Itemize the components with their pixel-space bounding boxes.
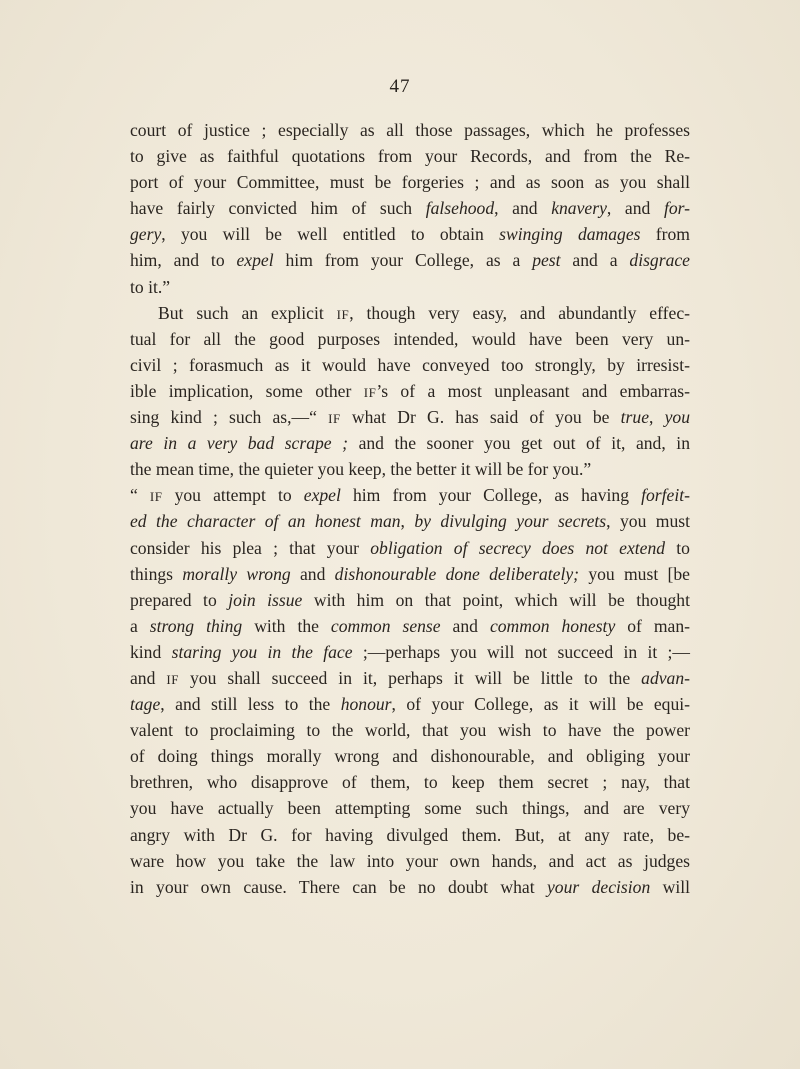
text-run: angry with Dr G. for having divulged them. But, at any rate, be-: [130, 824, 690, 845]
italic-text: staring you in the face: [171, 641, 353, 662]
text-line: [130, 404, 690, 430]
italic-text: dishonourable done deliberately;: [334, 563, 580, 584]
italic-text: are in a very bad scrape ;: [130, 433, 349, 454]
text-line: [130, 169, 690, 195]
text-line: [130, 587, 690, 613]
text-run: , though very easy, and abundantly effec-: [349, 302, 690, 323]
text-run: “: [130, 485, 150, 506]
text-run: you attempt to: [162, 485, 304, 506]
text-run: to it.”: [130, 276, 171, 297]
text-run: things: [130, 563, 183, 584]
text-line: [130, 691, 690, 717]
text-run: to: [665, 537, 690, 558]
italic-text: ed the character of an honest man: [130, 511, 401, 532]
text-line: [130, 743, 690, 769]
text-run: , and: [606, 198, 664, 219]
text-line: [130, 639, 690, 665]
italic-text: advan-: [641, 667, 690, 688]
text-run: the mean time, the quieter you keep, the better it will be for you.”: [130, 459, 592, 480]
italic-text: true: [620, 407, 649, 428]
italic-text: knavery: [551, 198, 607, 219]
italic-text: obligation of secrecy does not extend: [370, 537, 666, 558]
text-run: ’s of a most unpleasant and embarras-: [376, 380, 691, 401]
text-line: [130, 117, 690, 143]
italic-text: common sense: [330, 615, 441, 636]
italic-text: pest: [532, 250, 561, 271]
italic-text: by divulging your secrets: [414, 511, 607, 532]
text-run: you shall succeed in it, perhaps it will be little to the: [178, 667, 642, 688]
text-run: ware how you take the law into your own hands, and act as judges: [130, 850, 690, 871]
text-run: sing kind ; such as,—“: [130, 407, 329, 428]
small-caps-text: IF: [328, 411, 341, 427]
text-run: what Dr G. has said of you be: [340, 407, 621, 428]
italic-text: for-: [663, 198, 690, 219]
text-run: have fairly convicted him of such: [130, 198, 426, 219]
text-run: ible implication, some other: [130, 380, 364, 401]
italic-text: morally wrong: [182, 563, 291, 584]
text-run: and the sooner you get out of it, and, in: [348, 433, 690, 454]
text-run: with him on that point, which will be thought: [302, 589, 690, 610]
italic-text: strong thing: [149, 615, 243, 636]
small-caps-text: IF: [363, 384, 377, 400]
text-run: consider his plea ; that your: [130, 537, 371, 558]
text-run: to give as faithful quotations from your Records, and from the Re-: [130, 146, 690, 167]
text-line: [130, 769, 690, 795]
text-run: with the: [242, 615, 331, 636]
text-run: kind: [130, 641, 172, 662]
text-run: port of your Committee, must be forgeries ; and as soon as you shall: [130, 172, 690, 193]
text-line: [130, 665, 690, 691]
italic-text: join issue: [228, 589, 303, 610]
text-line: [130, 378, 690, 404]
text-run: from: [640, 224, 690, 245]
text-run: civil ; forasmuch as it would have conveyed too strongly, by irresist-: [130, 354, 690, 375]
text-line: [130, 848, 690, 874]
small-caps-text: IF: [166, 671, 179, 687]
text-run: , you will be well entitled to obtain: [161, 224, 500, 245]
italic-text: tage: [130, 694, 161, 715]
italic-text: honour: [340, 694, 392, 715]
text-run: will: [650, 876, 691, 897]
small-caps-text: IF: [336, 306, 350, 322]
text-line: [130, 456, 690, 482]
text-run: brethren, who disapprove of them, to keep them secret ; nay, that: [130, 772, 690, 793]
text-line: [130, 874, 690, 900]
italic-text: forfeit-: [641, 485, 690, 506]
text-run: you must [be: [579, 563, 690, 584]
page-number: 47: [389, 76, 411, 97]
text-line: [130, 143, 690, 169]
italic-text: falsehood: [425, 198, 495, 219]
text-run: a: [130, 615, 150, 636]
text-run: of man-: [615, 615, 690, 636]
body-text: [130, 117, 690, 900]
text-run: court of justice ; especially as all those passages, which he professes: [130, 120, 690, 140]
text-run: in your own cause. There can be no doubt what: [130, 876, 547, 897]
text-line: [130, 326, 690, 352]
italic-text: swinging damages: [499, 224, 641, 245]
text-run: , and: [494, 198, 552, 219]
text-line: [130, 822, 690, 848]
text-run: But such an explicit: [158, 302, 337, 323]
text-line: [130, 221, 690, 247]
text-run: , of your College, as it will be equi-: [391, 694, 690, 715]
italic-text: expel: [236, 250, 274, 271]
text-run: and: [130, 667, 167, 688]
text-run: of doing things morally wrong and dishonourable, and obliging your: [130, 746, 690, 767]
text-run: him from your College, as having: [340, 485, 642, 506]
text-run: tual for all the good purposes intended, would have been very un-: [130, 328, 690, 349]
text-line: [130, 247, 690, 273]
text-run: and a: [560, 250, 630, 271]
text-line: [130, 274, 690, 300]
italic-text: disgrace: [629, 250, 690, 271]
text-line: [130, 482, 690, 508]
italic-text: gery: [130, 224, 162, 245]
italic-text: common honesty: [489, 615, 616, 636]
text-run: , and still less to the: [160, 694, 341, 715]
text-line: [130, 561, 690, 587]
italic-text: expel: [303, 485, 341, 506]
text-line: [130, 430, 690, 456]
text-line: [130, 795, 690, 821]
italic-text: you: [664, 407, 690, 428]
text-run: valent to proclaiming to the world, that you wish to have the power: [130, 720, 690, 741]
text-run: and: [290, 563, 335, 584]
text-line: [130, 717, 690, 743]
text-line: [130, 535, 690, 561]
text-line: [130, 508, 690, 534]
text-line: [130, 613, 690, 639]
text-run: him, and to: [130, 250, 237, 271]
text-run: him from your College, as a: [273, 250, 533, 271]
text-run: prepared to: [130, 589, 229, 610]
italic-text: your decision: [547, 876, 651, 897]
text-run: ;—perhaps you will not succeed in it ;—: [352, 641, 691, 662]
text-run: ,: [400, 511, 415, 532]
small-caps-text: IF: [149, 489, 163, 505]
text-line: [130, 300, 690, 326]
text-run: you have actually been attempting some such things, and are very: [130, 798, 690, 819]
text-line: [130, 195, 690, 221]
text-run: , you must: [606, 511, 691, 532]
text-run: and: [440, 615, 490, 636]
text-line: [130, 352, 690, 378]
text-run: ,: [649, 407, 665, 428]
